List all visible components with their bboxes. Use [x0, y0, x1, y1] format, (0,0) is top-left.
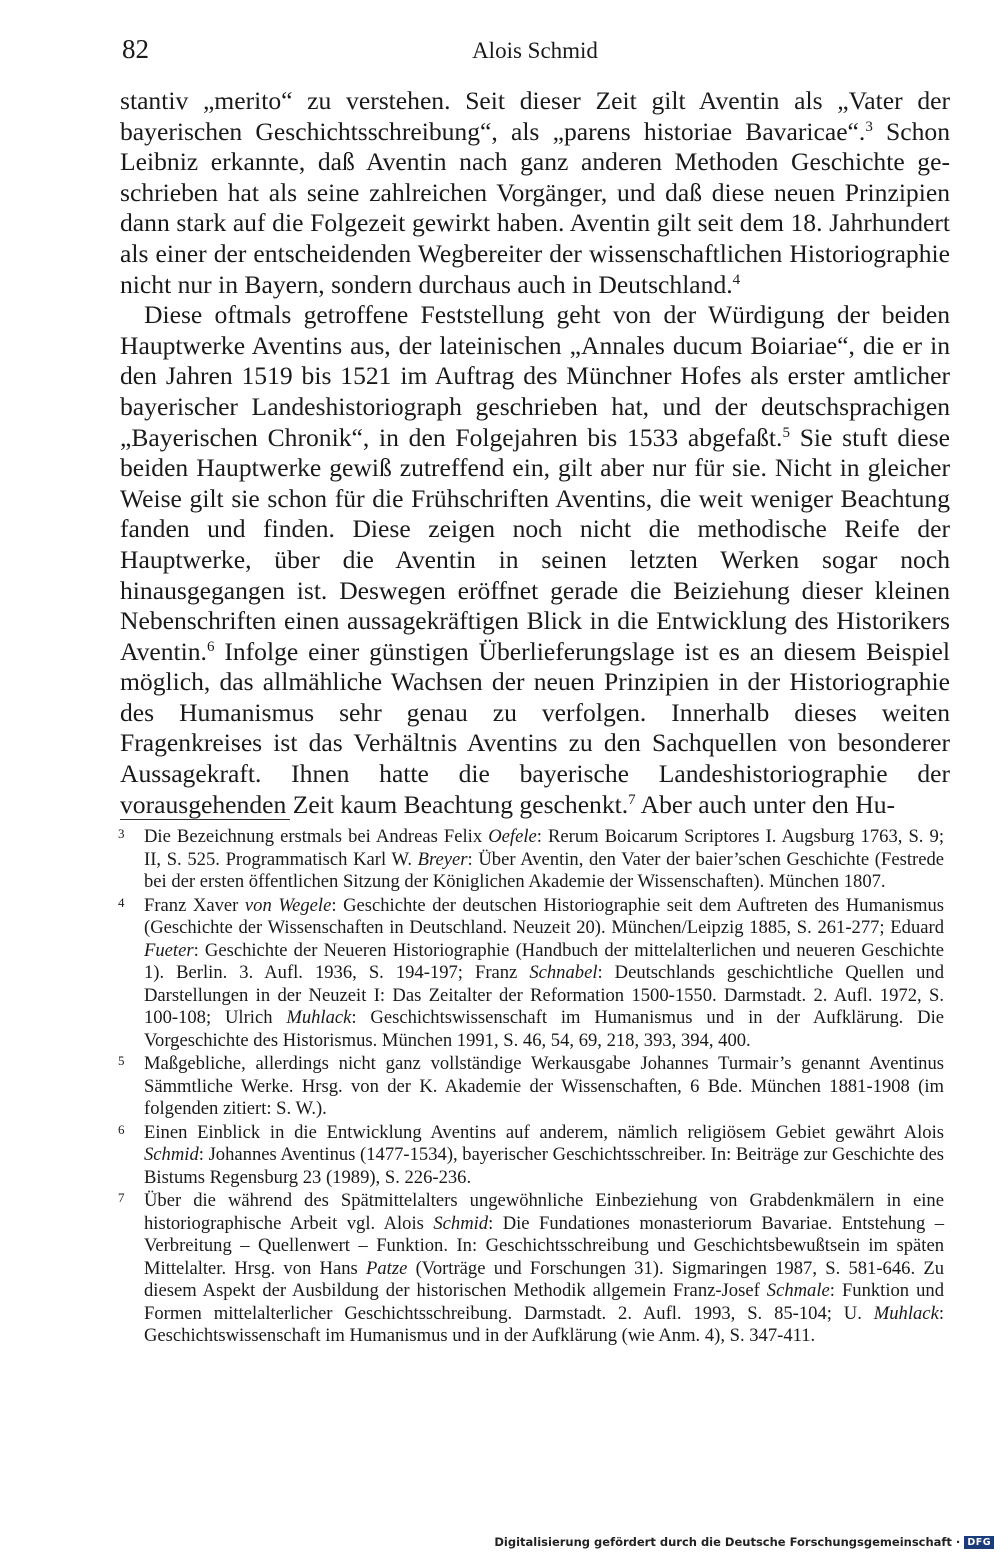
author-name: von Wegele [244, 894, 332, 916]
footnote-rule [120, 819, 290, 820]
author-name: Schmale [766, 1280, 830, 1301]
text-run: Sie stuft diese beiden Hauptwerke gewiß zutreffend ein, gilt aber nur für sie. Nicht in gleicher Weise gilt sie schon für die Frühschriften Aventins, die weit weniger Beachtung fanden und finden. Diese zeigen noch nicht die methodische Reife der Hauptwerke, über die Aventin in seinen letzten Werken sogar noch hinausgegangen ist. Deswegen eröffnet gerade die Beiziehung dieser kleinen Nebenschriften einen aussagekräftigen Blick in die Entwicklung des Historikers Aventin. [120, 422, 950, 666]
text-run: Maßgebliche, allerdings nicht ganz vollständige Werkausgabe Johannes Turmair’s genannt Aventinus Sämmtliche Werke. Hrsg. von der K. Akademie der Wissenschaften, 6 Bde. München 1881-1908 (im folgenden zitiert: S. W.). [144, 1053, 944, 1119]
author-name: Schnabel [529, 962, 598, 983]
text-run: : Geschichte der deutschen Historiographie seit dem Auftreten des Humanismus (Geschichte der Wissenschaften in Deutschland. Neuzeit 20). München/Leipzig 1885, S. 261-277; Eduard [144, 894, 944, 938]
text-run: : Über Aventin, den Vater der baier’schen Geschichte (Festrede bei der ersten öffentlichen Sitzung der Königlichen Akademie der Wissenschaften). München 1807. [144, 848, 944, 892]
author-name: Muhlack [873, 1302, 939, 1324]
text-run: (Vorträge und Forschungen 31). Sigmaringen 1987, S. 581-646. Zu diesem Aspekt der Ausbildung der historischen Methodik allgemein Franz-Josef [144, 1257, 944, 1301]
footnote-marker: 5 [782, 424, 790, 441]
footnote-number: 5 [118, 1053, 125, 1068]
footnote-number: 7 [118, 1190, 125, 1205]
text-run: : Die Fundationes monasteriorum Bavariae. Entstehung – Verbreitung – Quellenwert – Funktion. In: Geschichtsschreibung und Geschichtsbewußtsein im späten Mittelalter. Hrsg. von Hans [144, 1212, 944, 1279]
text-run: Die Bezeichnung erstmals bei Andreas Felix [144, 826, 489, 847]
footnote-number: 6 [118, 1121, 125, 1137]
text-run: : Deutschlands geschichtliche Quellen und Darstellungen in der Neuzeit I: Das Zeitalter der Reformation 1500-1550. Darmstadt. 2. Aufl. 1972, S. 100-108; Ulrich [144, 962, 944, 1028]
author-name: Oefele [488, 826, 537, 847]
text-run: : Johannes Aventinus (1477-1534), bayerischer Geschichtsschreiber. In: Beiträge zur Geschichte des Bistums Regensburg 23 (1989), S. 226-236. [144, 1144, 944, 1188]
footnote [118, 1053, 944, 1121]
body-paragraph [120, 86, 950, 300]
text-run: : Geschichte der Neueren Historiographie (Handbuch der mittelalterlichen und neueren Geschichte 1). Berlin. 3. Aufl. 1936, S. 194-197; Franz [144, 939, 944, 983]
text-run: : Rerum Boicarum Scriptores I. Augsburg 1763, S. 9; II, S. 525. Programmatisch Karl W. [144, 826, 945, 870]
footnotes [118, 826, 944, 1349]
text-run: : Funktion und Formen mittelalterlicher Geschichtsschreibung. Darmstadt. 2. Aufl. 1993, S. 85-104; U. [144, 1280, 944, 1324]
footnote [118, 895, 944, 1053]
footnote [118, 826, 944, 894]
text-run: Franz Xaver [144, 894, 245, 916]
footnote-marker: 7 [628, 791, 636, 808]
footnote-marker: 3 [865, 118, 873, 135]
main-text [120, 86, 950, 820]
running-head: Alois Schmid [472, 38, 598, 63]
footnote-number: 3 [118, 826, 125, 841]
footnote-marker: 6 [206, 638, 215, 655]
author-name: Patze [366, 1257, 408, 1279]
footnote [118, 1122, 944, 1190]
page-number: 82 [122, 34, 149, 64]
footer-credit: Digitalisierung gefördert durch die Deutsche Forschungsgemeinschaft · [494, 1535, 961, 1549]
body-paragraph [120, 300, 950, 820]
text-run: Diese oftmals getroffene Feststellung geht von der Würdigung der beiden Hauptwerke Aventins aus, der lateinischen „Annales ducum Boiariae“, die er in den Jahren 1519 bis 1521 im Auftrag des Münchner Hofes als erster amtlicher bayerischer Landeshistoriograph geschrieben hat, und der deutschsprachigen „Bayerischen Chronik“, in den Folgejahren bis 1533 abgefaßt. [120, 300, 950, 452]
text-run: : Geschichtswissenschaft im Humanismus und in der Aufklärung. Die Vorgeschichte des Historismus. München 1991, S. 46, 54, 69, 218, 393, 394, 400. [144, 1007, 944, 1051]
footer [494, 1535, 994, 1549]
footnote [118, 1190, 944, 1348]
text-run: Einen Einblick in die Entwicklung Aventins auf anderem, nämlich religiösem Gebiet gewährt Alois [144, 1121, 944, 1143]
author-name: Muhlack [286, 1007, 352, 1028]
text-run: Infolge einer günstigen Überlieferungslage ist es an diesem Beispiel möglich, das allmähliche Wachsen der neuen Prinzipien in der Historiographie des Humanismus sehr genau zu verfolgen. Innerhalb dieses weiten Fragenkreises ist das Verhältnis Aventins zu den Sachquellen von besonderer Aussagekraft. Ihnen hatte die bayerische Landeshistoriographie der vorausgehenden Zeit kaum Beachtung geschenkt. [120, 636, 950, 819]
footnote-number: 4 [118, 894, 125, 910]
author-name: Breyer [417, 848, 468, 870]
text-run: Über die während des Spätmittelalters ungewöhnliche Einbeziehung von Grabdenkmälern in eine historiographische Arbeit vgl. Alois [144, 1190, 944, 1234]
footnote-marker: 4 [732, 271, 741, 288]
author-name: Schmid [433, 1212, 489, 1234]
text-run: : Geschichtswissenschaft im Humanismus und in der Aufklärung (wie Anm. 4), S. 347-411. [144, 1302, 944, 1346]
author-name: Fueter [144, 939, 194, 961]
text-run: Schon Leibniz erkannte, daß Aventin nach ganz anderen Methoden Geschichte geschrieben hat als seine zahlreichen Vorgänger, und daß diese neuen Prinzipien dann stark auf die Folgezeit gewirkt haben. Aventin gilt seit dem 18. Jahrhundert als einer der entscheidenden Wegbereiter der wissenschaftlichen Historiographie nicht nur in Bayern, sondern durchaus auch in Deutschland. [120, 116, 950, 299]
dfg-logo: DFG [964, 1536, 994, 1549]
text-run: stantiv „merito“ zu verstehen. Seit dieser Zeit gilt Aventin als „Vater der bayerischen Geschichtsschreibung“, als „parens historiae Bavaricae“. [120, 86, 950, 146]
text-run: Aber auch unter den Hu- [635, 789, 896, 819]
author-name: Schmid [144, 1144, 199, 1165]
